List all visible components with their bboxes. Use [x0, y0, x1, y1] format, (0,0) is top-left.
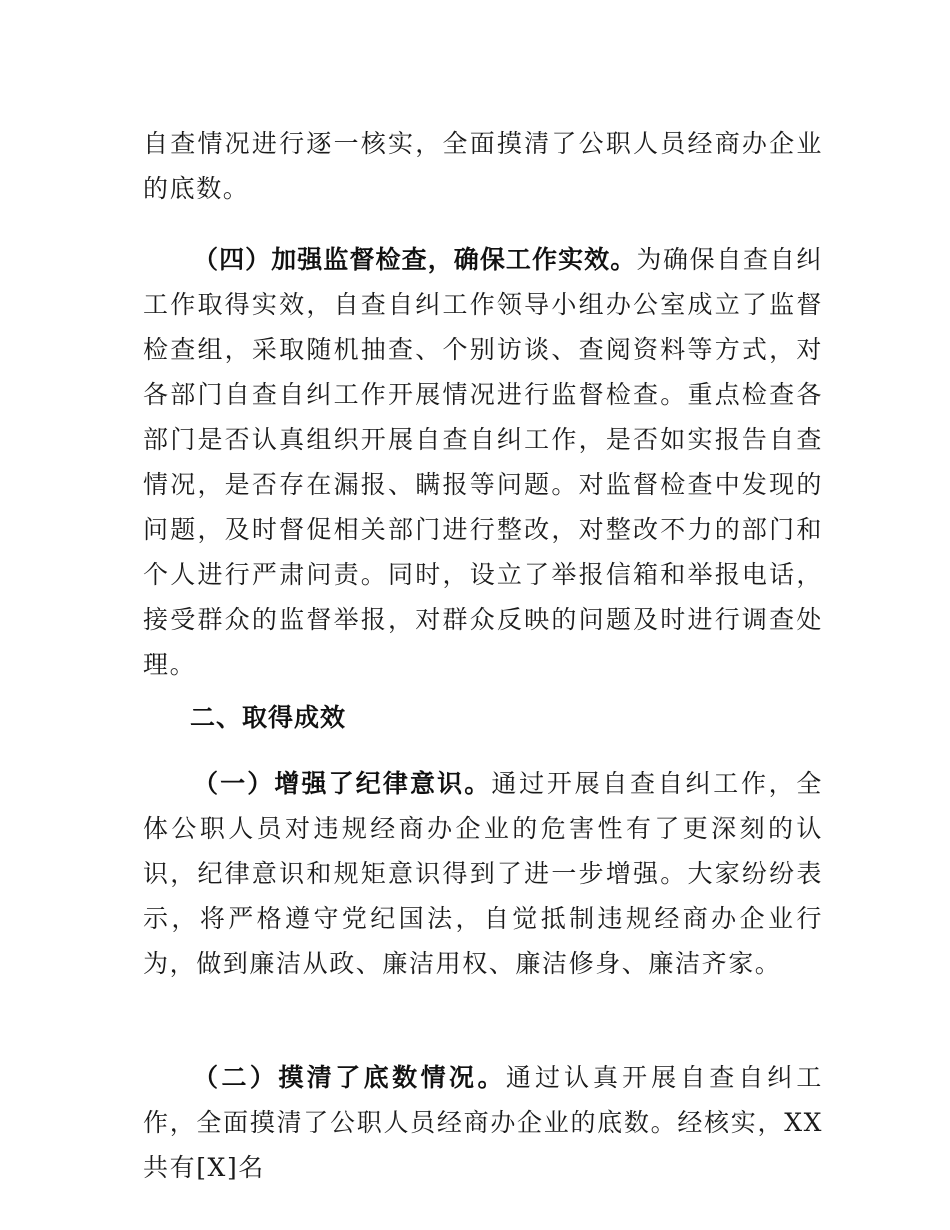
- paragraph-discipline-text: 通过开展自查自纠工作，全体公职人员对违规经商办企业的危害性有了更深刻的认识，纪律意识和规矩意识得到了进一步增强。大家纷纷表示，将严格遵守党纪国法，自觉抵制违规经商办企业行为，做到廉洁从政、廉洁用权、廉洁修身、廉洁齐家。: [143, 769, 823, 978]
- paragraph-supervision-lead: （四）加强监督检查，确保工作实效。: [193, 245, 637, 274]
- paragraph-continuation: 自查情况进行逐一核实，全面摸清了公职人员经商办企业的底数。: [143, 129, 823, 203]
- paragraph-discipline-lead: （一）增强了纪律意识。: [193, 769, 492, 798]
- paragraph-supervision: [143, 237, 823, 687]
- section-heading: 二、取得成效: [190, 703, 347, 732]
- paragraph-supervision-text: 为确保自查自纠工作取得实效，自查自纠工作领导小组办公室成立了监督检查组，采取随机抽查、个别访谈、查阅资料等方式，对各部门自查自纠工作开展情况进行监督检查。重点检查各部门是否认真组织开展自查自纠工作，是否如实报告自查情况，是否存在漏报、瞒报等问题。对监督检查中发现的问题，及时督促相关部门进行整改，对整改不力的部门和个人进行严肃问责。同时，设立了举报信箱和举报电话，接受群众的监督举报，对群众反映的问题及时进行调查处理。: [143, 245, 823, 679]
- paragraph-baseline: [143, 1055, 823, 1190]
- paragraph-baseline-text: 通过认真开展自查自纠工作，全面摸清了公职人员经商办企业的底数。经核实，XX共有[X]名: [143, 1063, 823, 1182]
- paragraph-baseline-lead: （二）摸清了底数情况。: [193, 1063, 506, 1092]
- paragraph-discipline: [143, 761, 823, 986]
